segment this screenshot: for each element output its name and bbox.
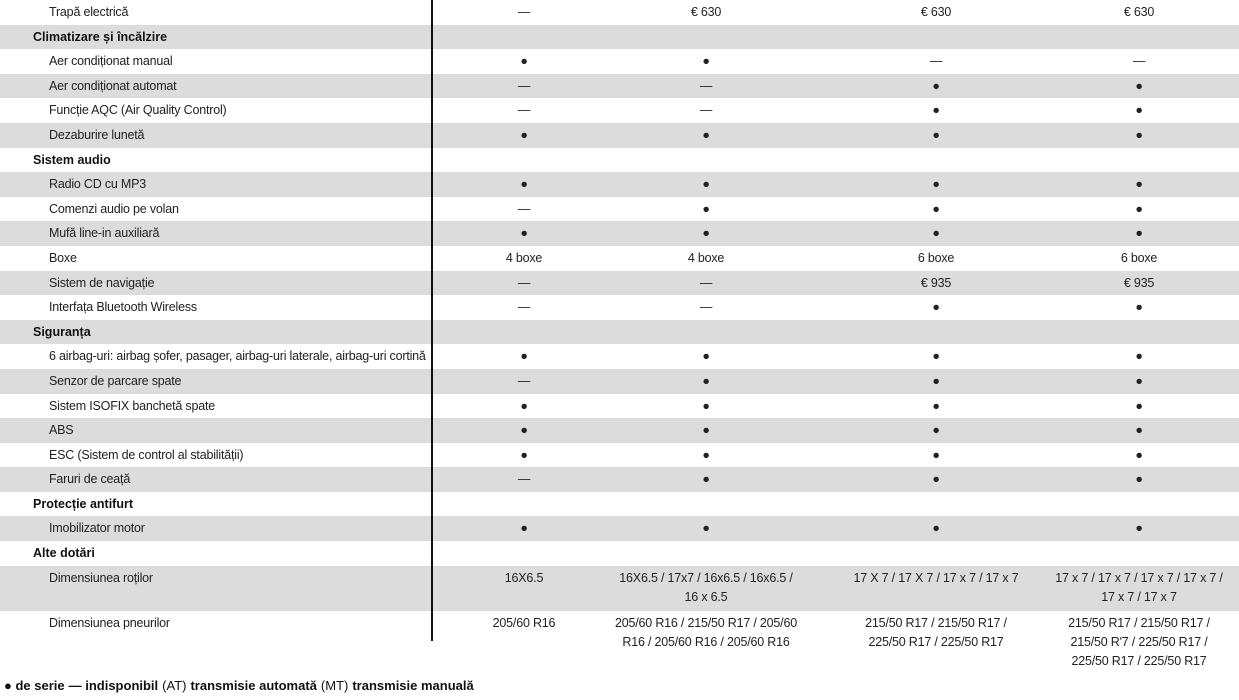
value-cell: 205/60 R16 / 215/50 R17 / 205/60 R16 / 205/60 R16 / 205/60 R16 bbox=[615, 615, 797, 649]
table-row bbox=[0, 566, 1239, 611]
row-label: Aer condiționat automat bbox=[49, 78, 177, 93]
value-cell: ● bbox=[1135, 201, 1143, 216]
value-cell: — bbox=[699, 78, 713, 93]
section-title: Siguranța bbox=[33, 324, 91, 339]
legend-item: transmisie manuală bbox=[352, 678, 474, 693]
value-cell: 17 x 7 / 17 x 7 / 17 x 7 / 17 x 7 / 17 x 7 / 17 x 7 bbox=[1055, 570, 1223, 604]
section-row bbox=[0, 320, 1239, 345]
value-cell: ● bbox=[702, 201, 710, 216]
value-cell: ● bbox=[702, 521, 710, 536]
row-label: Dezaburire lunetă bbox=[49, 127, 145, 142]
value-cell: — bbox=[1132, 54, 1146, 69]
value-cell: ● bbox=[520, 226, 528, 241]
value-cell: ● bbox=[520, 521, 528, 536]
value-cell: ● bbox=[932, 226, 940, 241]
value-cell: 215/50 R17 / 215/50 R17 / 225/50 R17 / 225/50 R17 bbox=[865, 615, 1007, 649]
value-cell: ● bbox=[702, 398, 710, 413]
row-label: Dimensiunea pneurilor bbox=[49, 615, 170, 630]
table-row bbox=[0, 516, 1239, 541]
value-cell: ● bbox=[702, 226, 710, 241]
value-cell: — bbox=[517, 373, 531, 388]
row-label: Comenzi audio pe volan bbox=[49, 201, 179, 216]
table-row bbox=[0, 98, 1239, 123]
table-row bbox=[0, 221, 1239, 246]
value-cell: 16X6.5 bbox=[504, 570, 544, 585]
value-cell: € 630 bbox=[920, 5, 952, 19]
value-cell: — bbox=[517, 275, 531, 290]
value-cell: ● bbox=[520, 447, 528, 462]
legend-item: (AT) bbox=[162, 678, 187, 693]
value-cell: ● bbox=[1135, 521, 1143, 536]
table-row bbox=[0, 246, 1239, 271]
table-row bbox=[0, 197, 1239, 222]
value-cell: ● bbox=[932, 447, 940, 462]
table-row bbox=[0, 74, 1239, 99]
table-row bbox=[0, 0, 1239, 25]
value-cell: ● bbox=[520, 349, 528, 364]
value-cell: ● bbox=[702, 423, 710, 438]
value-cell: — bbox=[517, 201, 531, 216]
value-cell: ● bbox=[520, 398, 528, 413]
value-cell: ● bbox=[702, 177, 710, 192]
value-cell: ● bbox=[932, 127, 940, 142]
value-cell: ● bbox=[1135, 177, 1143, 192]
value-cell: 215/50 R17 / 215/50 R17 / 215/50 R'7 / 225/50 R17 / 225/50 R17 / 225/50 R17 bbox=[1068, 615, 1210, 668]
row-label: Radio CD cu MP3 bbox=[49, 177, 147, 192]
row-label: Sistem ISOFIX banchetă spate bbox=[49, 398, 216, 413]
table-row bbox=[0, 394, 1239, 419]
value-cell: 4 boxe bbox=[687, 250, 725, 265]
value-cell: € 935 bbox=[1123, 275, 1155, 290]
row-label: ABS bbox=[49, 423, 74, 438]
value-cell: € 630 bbox=[1123, 5, 1155, 19]
value-cell: ● bbox=[702, 373, 710, 388]
value-cell: ● bbox=[1135, 103, 1143, 118]
value-cell: ● bbox=[932, 201, 940, 216]
section-title: Climatizare și încălzire bbox=[33, 29, 168, 44]
value-cell: ● bbox=[1135, 447, 1143, 462]
table-row bbox=[0, 295, 1239, 320]
column-divider bbox=[431, 0, 433, 641]
value-cell: 205/60 R16 bbox=[492, 615, 556, 630]
value-cell: 6 boxe bbox=[917, 250, 955, 265]
value-cell: ● bbox=[1135, 373, 1143, 388]
row-label: Mufă line-in auxiliară bbox=[49, 226, 160, 241]
value-cell: ● bbox=[1135, 423, 1143, 438]
value-cell: ● bbox=[520, 54, 528, 69]
legend-item: transmisie automată bbox=[190, 678, 317, 693]
value-cell: ● bbox=[932, 349, 940, 364]
legend-item: (MT) bbox=[320, 678, 349, 693]
legend-item: — indisponibil bbox=[68, 678, 159, 693]
table-row bbox=[0, 467, 1239, 492]
value-cell: € 935 bbox=[920, 275, 952, 290]
value-cell: ● bbox=[1135, 300, 1143, 315]
value-cell: ● bbox=[932, 103, 940, 118]
value-cell: ● bbox=[1135, 127, 1143, 142]
value-cell: — bbox=[699, 275, 713, 290]
section-row bbox=[0, 492, 1239, 517]
section-title: Alte dotări bbox=[33, 546, 95, 561]
value-cell: ● bbox=[702, 349, 710, 364]
section-title: Protecție antifurt bbox=[33, 496, 134, 511]
value-cell: ● bbox=[1135, 472, 1143, 487]
row-label: ESC (Sistem de control al stabilității) bbox=[49, 447, 244, 462]
section-title: Sistem audio bbox=[33, 152, 111, 167]
row-label: Senzor de parcare spate bbox=[49, 373, 182, 388]
table-row bbox=[0, 123, 1239, 148]
value-cell: ● bbox=[1135, 226, 1143, 241]
row-label: Sistem de navigație bbox=[49, 275, 155, 290]
legend bbox=[4, 678, 478, 693]
legend-item: ● de serie bbox=[4, 678, 65, 693]
value-cell: — bbox=[699, 103, 713, 118]
value-cell: € 630 bbox=[690, 5, 722, 19]
table-row bbox=[0, 49, 1239, 74]
value-cell: ● bbox=[932, 521, 940, 536]
row-label: Aer condiționat manual bbox=[49, 54, 173, 69]
value-cell: — bbox=[517, 472, 531, 487]
value-cell: ● bbox=[932, 373, 940, 388]
value-cell: ● bbox=[1135, 78, 1143, 93]
section-row bbox=[0, 25, 1239, 50]
table-row bbox=[0, 443, 1239, 468]
value-cell: ● bbox=[932, 423, 940, 438]
row-label: 6 airbag-uri: airbag șofer, pasager, airbag-uri laterale, airbag-uri cortină bbox=[49, 349, 426, 364]
row-label: Imobilizator motor bbox=[49, 521, 145, 536]
value-cell: — bbox=[517, 5, 531, 19]
table-row bbox=[0, 611, 1239, 675]
value-cell: ● bbox=[702, 127, 710, 142]
value-cell: ● bbox=[932, 472, 940, 487]
value-cell: 16X6.5 / 17x7 / 16x6.5 / 16x6.5 / 16 x 6.5 bbox=[619, 570, 793, 604]
value-cell: ● bbox=[1135, 349, 1143, 364]
table-row bbox=[0, 418, 1239, 443]
table-row bbox=[0, 172, 1239, 197]
section-row bbox=[0, 148, 1239, 173]
value-cell: — bbox=[699, 300, 713, 315]
table-row bbox=[0, 344, 1239, 369]
value-cell: — bbox=[517, 78, 531, 93]
row-label: Trapă electrică bbox=[49, 5, 129, 19]
value-cell: ● bbox=[520, 177, 528, 192]
row-label: Faruri de ceață bbox=[49, 472, 131, 487]
value-cell: ● bbox=[932, 78, 940, 93]
value-cell: — bbox=[517, 300, 531, 315]
value-cell: 4 boxe bbox=[505, 250, 543, 265]
value-cell: ● bbox=[702, 447, 710, 462]
table-row bbox=[0, 271, 1239, 296]
value-cell: — bbox=[517, 103, 531, 118]
table-row bbox=[0, 369, 1239, 394]
row-label: Dimensiunea roților bbox=[49, 570, 153, 585]
value-cell: — bbox=[929, 54, 943, 69]
value-cell: 6 boxe bbox=[1120, 250, 1158, 265]
row-label: Funcție AQC (Air Quality Control) bbox=[49, 103, 227, 118]
value-cell: ● bbox=[520, 127, 528, 142]
row-label: Interfața Bluetooth Wireless bbox=[49, 300, 197, 315]
value-cell: ● bbox=[520, 423, 528, 438]
section-row bbox=[0, 541, 1239, 566]
value-cell: ● bbox=[932, 300, 940, 315]
row-label: Boxe bbox=[49, 250, 77, 265]
value-cell: ● bbox=[932, 177, 940, 192]
value-cell: ● bbox=[702, 472, 710, 487]
value-cell: ● bbox=[1135, 398, 1143, 413]
value-cell: 17 X 7 / 17 X 7 / 17 x 7 / 17 x 7 bbox=[853, 570, 1019, 585]
value-cell: ● bbox=[702, 54, 710, 69]
value-cell: ● bbox=[932, 398, 940, 413]
